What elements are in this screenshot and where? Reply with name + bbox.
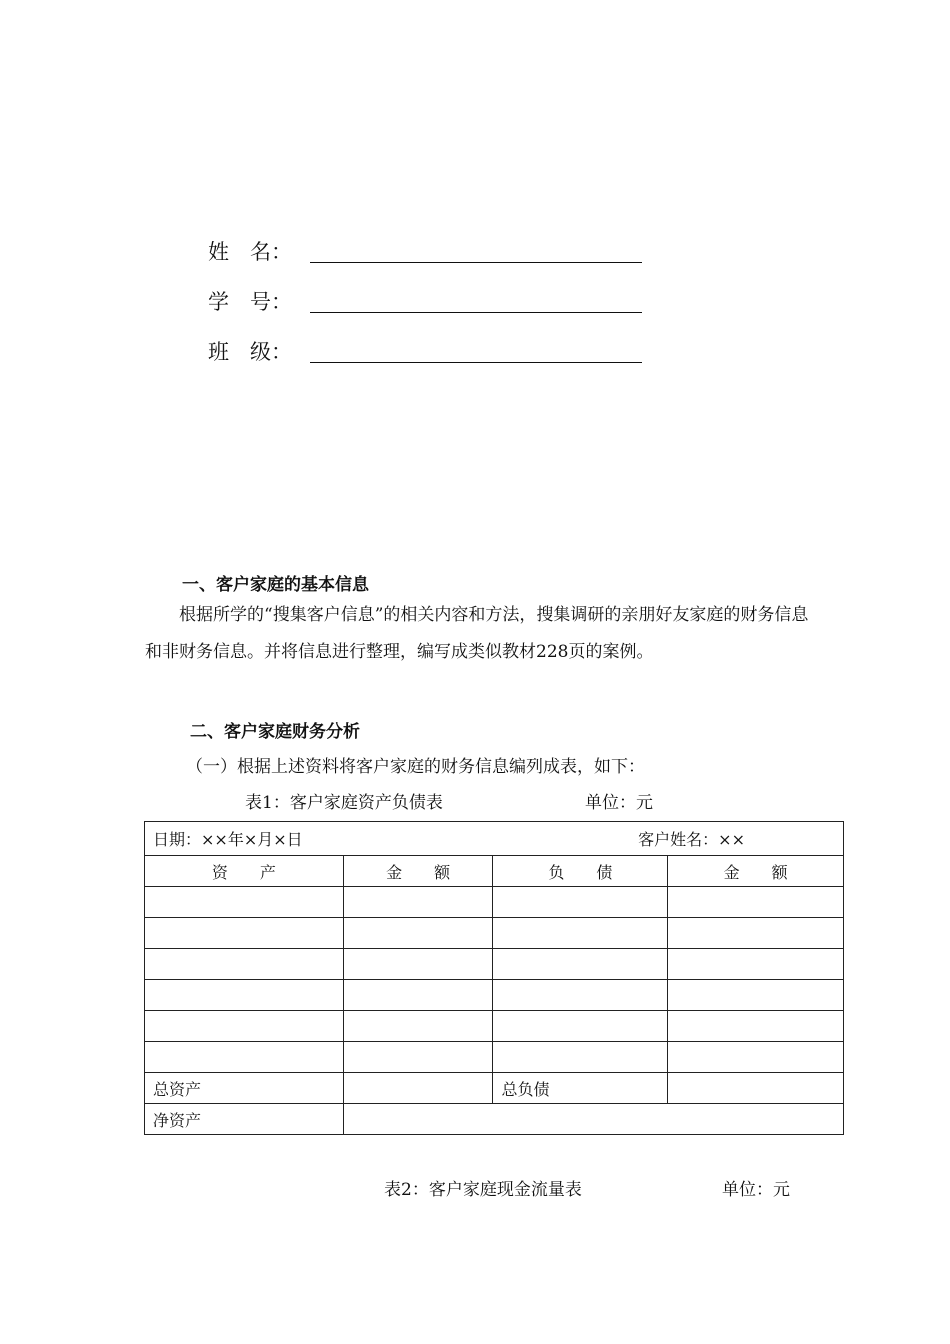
table1-date: 日期：××年×月×日 — [153, 830, 303, 849]
header-assets: 资 产 — [145, 856, 344, 887]
total-assets-value — [343, 1073, 493, 1104]
table-cell — [145, 1042, 344, 1073]
table1-caption: 表1：客户家庭资产负债表 — [245, 793, 443, 813]
table-cell — [145, 949, 344, 980]
table-cell — [668, 918, 844, 949]
table1-client: 客户姓名：×× — [638, 830, 745, 849]
net-assets-value — [343, 1104, 843, 1135]
section2-heading: 二、客户家庭财务分析 — [190, 722, 360, 742]
table-cell — [493, 887, 668, 918]
table-cell — [668, 887, 844, 918]
table-cell — [668, 980, 844, 1011]
table-cell — [668, 1011, 844, 1042]
section1-heading: 一、客户家庭的基本信息 — [182, 575, 369, 595]
table-cell — [493, 1011, 668, 1042]
table-cell — [145, 918, 344, 949]
table-cell — [668, 1042, 844, 1073]
class-label: 班 级： — [208, 340, 292, 364]
table1-net-row — [145, 1104, 844, 1135]
section1-body: 根据所学的“搜集客户信息”的相关内容和方法，搜集调研的亲朋好友家庭的财务信息和非财务信息。并将信息进行整理，编写成类似教材228页的案例。 — [145, 605, 809, 662]
table2-caption: 表2：客户家庭现金流量表 — [384, 1180, 582, 1200]
table-cell — [493, 918, 668, 949]
table-cell — [493, 1042, 668, 1073]
student-id-label: 学 号： — [208, 290, 292, 314]
name-label: 姓 名： — [208, 240, 292, 264]
total-assets-label: 总资产 — [145, 1073, 344, 1104]
table1-meta-row — [145, 822, 844, 856]
student-id-blank-line — [310, 312, 642, 313]
table-row — [145, 1042, 844, 1073]
table-cell — [145, 980, 344, 1011]
section2-sub1: （一）根据上述资料将客户家庭的财务信息编列成表，如下： — [186, 757, 645, 777]
table-cell — [145, 887, 344, 918]
table-cell — [145, 1011, 344, 1042]
balance-sheet-table — [144, 821, 844, 1135]
table1-unit: 单位：元 — [585, 793, 653, 813]
class-blank-line — [310, 362, 642, 363]
table-cell — [493, 980, 668, 1011]
table-row — [145, 980, 844, 1011]
total-liabilities-label: 总负债 — [493, 1073, 668, 1104]
table-cell — [343, 980, 493, 1011]
table-cell — [343, 887, 493, 918]
table-row — [145, 949, 844, 980]
table-cell — [343, 949, 493, 980]
table-row — [145, 1011, 844, 1042]
table-cell — [343, 918, 493, 949]
table1-header-row — [145, 856, 844, 887]
table-row — [145, 887, 844, 918]
table2-unit: 单位：元 — [722, 1180, 790, 1200]
table-cell — [343, 1042, 493, 1073]
table1-totals-row — [145, 1073, 844, 1104]
header-liability-amount: 金 额 — [668, 856, 844, 887]
table-cell — [493, 949, 668, 980]
net-assets-label: 净资产 — [145, 1104, 344, 1135]
header-asset-amount: 金 额 — [343, 856, 493, 887]
header-liabilities: 负 债 — [493, 856, 668, 887]
total-liabilities-value — [668, 1073, 844, 1104]
table-row — [145, 918, 844, 949]
table1-meta-cell — [145, 822, 844, 856]
name-blank-line — [310, 262, 642, 263]
table-cell — [668, 949, 844, 980]
table-cell — [343, 1011, 493, 1042]
